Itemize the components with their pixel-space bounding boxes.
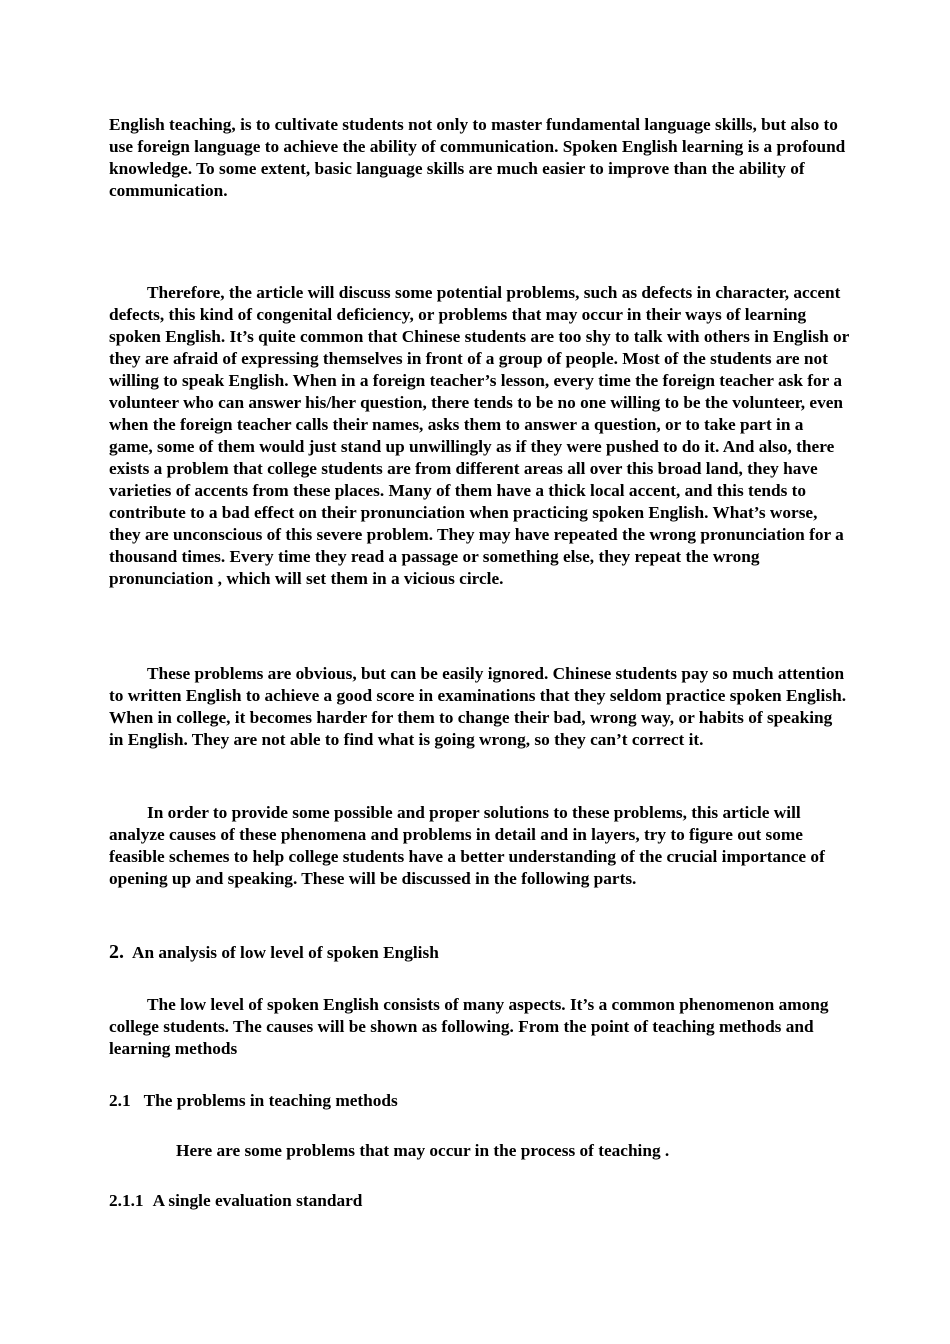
solutions-paragraph: In order to provide some possible and proper solutions to these problems, this article will analyze causes of these phenomena and problems in detail and in layers, try to figure out some feasible schemes to help college students have a better understanding of the crucial importance of opening up and speaking. These will be discussed in the following parts. (109, 803, 825, 888)
section-2-1-1-title: A single evaluation standard (152, 1191, 363, 1210)
ignored-problems-paragraph: These problems are obvious, but can be easily ignored. Chinese students pay so much attention to written English to achieve a good score in examinations that they seldom practice spoken English. When in college, it becomes harder for them to change their bad, wrong way, or habits of speaking in English. They are not able to find what is going wrong, so they can’t correct it. (109, 664, 847, 749)
intro-paragraph: English teaching, is to cultivate students not only to master fundamental language skills, but also to use foreign language to achieve the ability of communication. Spoken English learning is a profound knowledge. To some extent, basic language skills are much easier to improve than the ability of communication. (109, 115, 846, 200)
section-2-1-1-number: 2.1.1 (109, 1191, 144, 1210)
low-level-paragraph: The low level of spoken English consists of many aspects. It’s a common phenomenon among college students. The causes will be shown as following. From the point of teaching methods and learning methods (109, 995, 829, 1058)
section-2-heading (109, 941, 849, 964)
section-2-1-heading (109, 1090, 849, 1112)
section-2-1-title: The problems in teaching methods (143, 1091, 398, 1110)
section-2-title: An analysis of low level of spoken English (132, 943, 439, 962)
section-2-number: 2. (109, 941, 124, 963)
section-2-1-number: 2.1 (109, 1091, 131, 1110)
teaching-problems-intro: Here are some problems that may occur in the process of teaching . (176, 1141, 670, 1160)
section-2-1-1-heading (109, 1190, 849, 1212)
problems-paragraph: Therefore, the article will discuss some potential problems, such as defects in character, accent defects, this kind of congenital deficiency, or problems that may occur in their ways of learning spoken English. It’s quite common that Chinese students are too shy to talk with others in English or they are afraid of expressing themselves in front of a group of people. Most of the students are not willing to speak English. When in a foreign teacher’s lesson, every time the foreign teacher ask for a volunteer who can answer his/her question, there tends to be no one willing to be the volunteer, even when the foreign teacher calls their names, asks them to answer a question, or to take part in a game, some of them would just stand up unwillingly as if they were pushed to do it. And also, there exists a problem that college students are from different areas all over this broad land, they have varieties of accents from these places. Many of them have a thick local accent, and this tends to contribute to a bad effect on their pronunciation when practicing spoken English. What’s worse, they are unconscious of this severe problem. They may have repeated the wrong pronunciation for a thousand times. Every time they read a passage or something else, they repeat the wrong pronunciation , which will set them in a vicious circle. (109, 283, 849, 588)
